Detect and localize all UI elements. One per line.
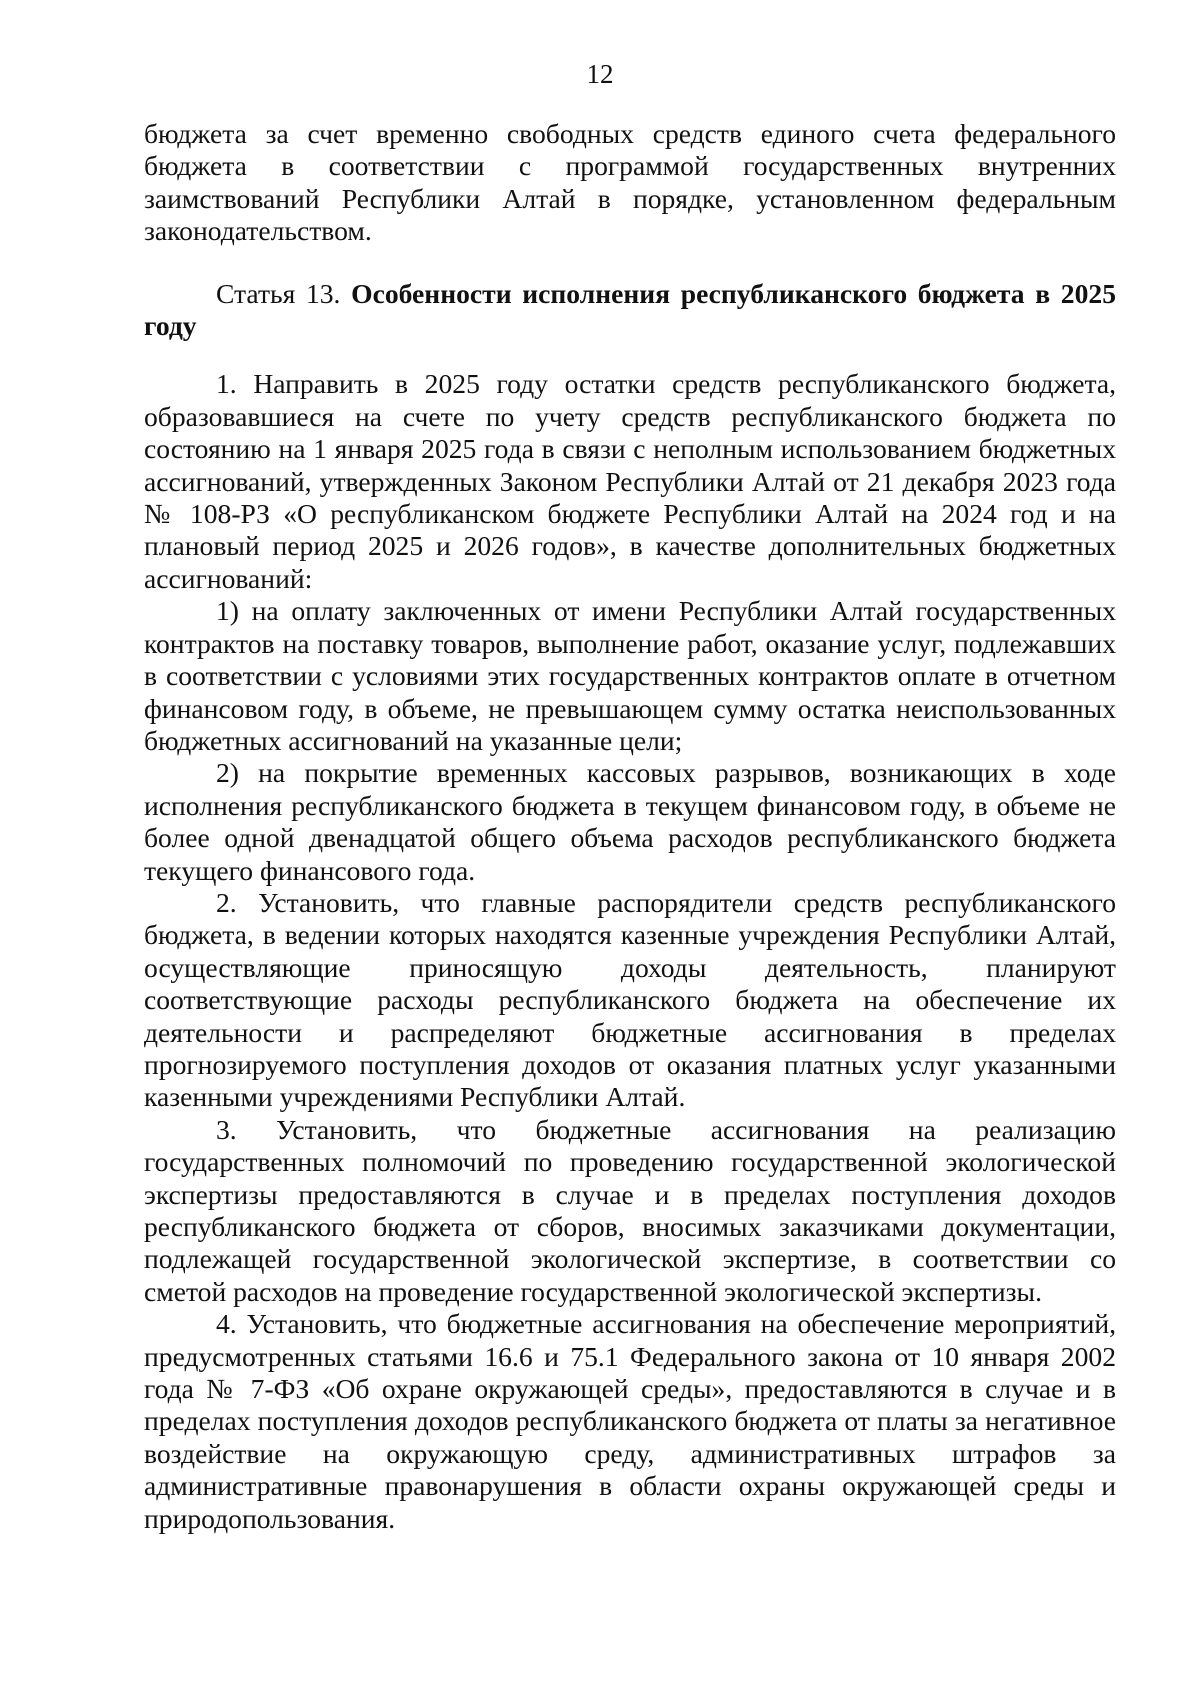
subparagraph-2: 2) на покрытие временных кассовых разрывов, возникающих в ходе исполнения республиканского бюджета в текущем финансовом году, в объеме не более одной двенадцатой общего объема расходов республиканского бюджета текущего финансового года. xyxy=(144,757,1116,886)
article-heading xyxy=(144,278,1116,343)
document-body xyxy=(144,118,1116,1535)
page-number: 12 xyxy=(586,59,614,89)
paragraph-item-4: 4. Установить, что бюджетные ассигнования на обеспечение мероприятий, предусмотренных статьями 16.6 и 75.1 Федерального закона от 10 января 2002 года № 7-ФЗ «Об охране окружающей среды», предоставляются в случае и в пределах поступления доходов республиканского бюджета от платы за негативное воздействие на окружающую среду, административных штрафов за административные правонарушения в области охраны окружающей среды и природопользования. xyxy=(144,1308,1116,1534)
article-label: Статья 13. xyxy=(216,277,341,309)
subparagraph-1: 1) на оплату заключенных от имени Республики Алтай государственных контрактов на поставку товаров, выполнение работ, оказание услуг, подлежавших в соответствии с условиями этих государственных контрактов оплате в отчетном финансовом году, в объеме, не превышающем сумму остатка неиспользованных бюджетных ассигнований на указанные цели; xyxy=(144,595,1116,756)
paragraph-item-2: 2. Установить, что главные распорядители средств республиканского бюджета, в ведении которых находятся казенные учреждения Республики Алтай, осуществляющие приносящую доходы деятельность, планируют соответствующие расходы республиканского бюджета на обеспечение их деятельности и распределяют бюджетные ассигнования в пределах прогнозируемого поступления доходов от оказания платных услуг указанными казенными учреждениями Республики Алтай. xyxy=(144,886,1116,1113)
continued-paragraph: бюджета за счет временно свободных средств единого счета федерального бюджета в соответствии с программой государственных внутренних заимствований Республики Алтай в порядке, установленном федеральным законодательством. xyxy=(144,118,1116,247)
article-title: Особенности исполнения республиканского бюджета в 2025 году xyxy=(144,277,1116,342)
paragraph-item-3: 3. Установить, что бюджетные ассигнования на реализацию государственных полномочий по проведению государственной экологической экспертизы предоставляются в случае и в пределах поступления доходов республиканского бюджета от сборов, вносимых заказчиками документации, подлежащей государственной экологической экспертизе, в соответствии со сметой расходов на проведение государственной экологической экспертизы. xyxy=(144,1113,1116,1307)
paragraph-item-1: 1. Направить в 2025 году остатки средств республиканского бюджета, образовавшиеся на счете по учету средств республиканского бюджета по состоянию на 1 января 2025 года в связи с неполным использованием бюджетных ассигнований, утвержденных Законом Республики Алтай от 21 декабря 2023 года № 108-РЗ «О республиканском бюджете Республики Алтай на 2024 год и на плановый период 2025 и 2026 годов», в качестве дополнительных бюджетных ассигнований: xyxy=(144,368,1116,594)
